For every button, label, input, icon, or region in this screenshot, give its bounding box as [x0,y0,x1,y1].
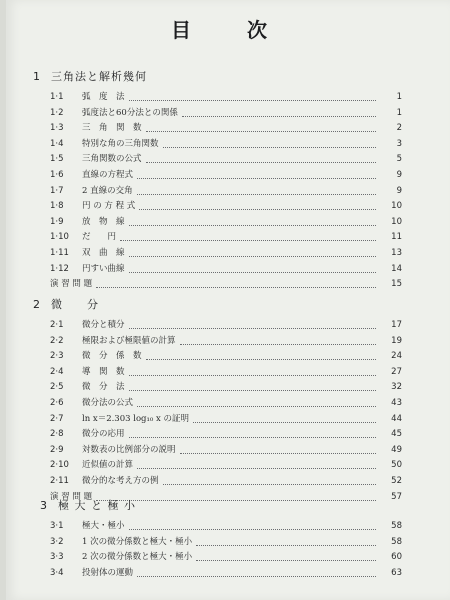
dot-leader [146,359,376,360]
page-number: 10 [391,216,402,227]
toc-entry[interactable] [6,474,450,488]
section-title: ln x＝2.303 log₁₀ x の証明 [82,413,190,424]
chapter-heading [33,296,99,312]
page-number: 43 [391,398,402,408]
toc-entry[interactable] [6,137,450,151]
page-number: 44 [391,413,402,424]
section-title: 放 物 線 [82,216,125,227]
section-title: 1 次の微分係数と極大・極小 [82,536,193,547]
dot-leader [129,272,376,273]
page-number: 52 [391,476,402,486]
toc-entry[interactable] [6,199,450,213]
chapter-number: 2 [33,298,41,311]
page-number: 50 [391,460,402,471]
page-number: 17 [391,320,402,330]
toc-entry[interactable] [6,458,450,472]
toc-entry[interactable] [6,246,450,260]
dot-leader [180,344,376,345]
dot-leader [196,560,376,561]
section-title: 極限および極限値の計算 [82,335,176,346]
page-title: 目 次 [171,18,285,42]
section-title: 微 分 法 [82,382,125,393]
page-number: 49 [391,444,402,455]
page-number: 58 [391,521,402,531]
dot-leader [129,256,376,257]
page-number: 45 [391,429,402,440]
toc-entry[interactable] [6,365,450,379]
chapter-title: 三角法と解析幾何 [51,70,147,83]
section-number: 2·1 [50,320,64,330]
chapter-heading [33,68,147,84]
toc-entry[interactable] [6,318,450,332]
page-number: 24 [391,351,402,362]
section-number: 2·7 [50,413,64,424]
section-number: 1·9 [50,216,64,227]
section-title: 投射体の運動 [82,567,134,578]
dot-leader [182,116,376,117]
dot-leader [120,240,376,241]
section-number: 3·4 [50,567,64,578]
dot-leader [96,500,376,501]
section-number: 1·8 [50,201,64,212]
page-number: 5 [396,154,402,165]
section-title: 円 の 方 程 式 [82,201,136,212]
dot-leader [196,545,376,546]
section-number: 1·12 [50,263,69,274]
toc-entry[interactable] [6,380,450,394]
section-title: 特別な角の三角関数 [82,138,159,149]
dot-leader [139,209,376,210]
page-number: 15 [391,279,402,290]
chapter-number: 1 [33,70,41,83]
page-number: 3 [396,138,402,149]
toc-entry[interactable] [6,215,450,229]
section-title: 2 次の微分係数と極大・極小 [82,552,193,563]
section-number: 1·1 [50,92,64,102]
dot-leader [129,390,376,391]
page-number: 63 [391,567,402,578]
page-number: 57 [391,491,402,502]
section-title: 弧 度 法 [82,92,125,102]
section-title: 双 曲 線 [82,248,125,258]
page-number: 9 [396,170,402,180]
toc-entry[interactable] [6,550,450,564]
toc-entry[interactable] [6,349,450,363]
section-title: 対数表の比例部分の説明 [82,444,176,455]
section-number: 3·2 [50,536,64,547]
section-number: 1·3 [50,123,64,134]
toc-entry[interactable] [6,90,450,104]
toc-entry[interactable] [6,262,450,276]
dot-leader [137,178,376,179]
toc-entry[interactable] [6,184,450,198]
toc-entry[interactable] [6,427,450,441]
page-number: 58 [391,536,402,547]
chapter-number: 3 [40,499,48,512]
section-number: 2·3 [50,351,64,362]
section-title: 2 直線の交角 [82,185,133,196]
section-number: 1·7 [50,185,64,196]
section-title: 直線の方程式 [82,170,134,180]
section-title: 円すい曲線 [82,263,125,274]
section-number: 2·5 [50,382,64,393]
dot-leader [129,328,376,329]
section-number: 3·1 [50,521,64,531]
page-number: 11 [391,232,402,243]
section-title: 微 分 係 数 [82,351,142,362]
chapter-title: 極 大 と 極 小 [58,499,136,512]
section-number: 2·8 [50,429,64,440]
section-title: 微分の応用 [82,429,125,440]
section-title: 導 関 数 [82,366,125,377]
exercise-row[interactable] [6,277,450,291]
page-number: 9 [396,185,402,196]
toc-entry[interactable] [6,121,450,135]
section-number: 1·4 [50,138,64,149]
toc-entry[interactable] [6,230,450,244]
toc-entry[interactable] [6,334,450,348]
dot-leader [129,529,376,530]
dot-leader [137,576,376,577]
dot-leader [146,131,376,132]
section-number: 2·11 [50,476,69,486]
dot-leader [129,375,376,376]
page-number: 10 [391,201,402,212]
section-number: 2·10 [50,460,69,471]
toc-entry[interactable] [6,443,450,457]
dot-leader [180,453,376,454]
section-number: 1·5 [50,154,64,165]
dot-leader [129,437,376,438]
section-title: 微分法の公式 [82,398,134,408]
section-number: 2·2 [50,335,64,346]
section-number: 2·4 [50,366,64,377]
dot-leader [163,147,376,148]
section-title: 微分的な考え方の例 [82,476,159,486]
section-title: 近似値の計算 [82,460,134,471]
section-number: 2·9 [50,444,64,455]
toc-entry[interactable] [6,519,450,533]
section-number: 1·11 [50,248,69,258]
dot-leader [163,484,376,485]
dot-leader [129,225,376,226]
section-title: 弧度法と60分法との関係 [82,107,178,118]
dot-leader [137,468,376,469]
dot-leader [193,422,376,423]
toc-entry[interactable] [6,566,450,580]
section-title: だ 円 [82,232,117,243]
chapter-title: 微 分 [51,298,99,311]
section-title: 微分と積分 [82,320,125,330]
section-number: 3·3 [50,552,64,563]
toc-entry[interactable] [6,396,450,410]
toc-entry[interactable] [6,412,450,426]
section-number: 1·2 [50,107,64,118]
dot-leader [129,100,376,101]
page-number: 19 [391,335,402,346]
toc-entry[interactable] [6,168,450,182]
section-number: 1·10 [50,232,69,243]
section-number: 1·6 [50,170,64,180]
toc-entry[interactable] [6,152,450,166]
exercise-title: 演 習 問 題 [50,491,93,502]
toc-page [6,0,450,600]
dot-leader [137,406,376,407]
page-number: 60 [391,552,402,563]
section-title: 三角関数の公式 [82,154,142,165]
page-number: 32 [391,382,402,393]
dot-leader [137,194,376,195]
dot-leader [146,162,376,163]
section-title: 三 角 関 数 [82,123,142,134]
section-title: 極大・極小 [82,521,125,531]
exercise-title: 演 習 問 題 [50,279,93,290]
page-number: 27 [391,366,402,377]
page-number: 13 [391,248,402,258]
chapter-heading [40,497,136,513]
page-number: 2 [396,123,402,134]
toc-entry[interactable] [6,535,450,549]
page-number: 1 [396,92,402,102]
toc-entry[interactable] [6,106,450,120]
page-number: 1 [396,107,402,118]
page-number: 14 [391,263,402,274]
section-number: 2·6 [50,398,64,408]
dot-leader [96,287,376,288]
